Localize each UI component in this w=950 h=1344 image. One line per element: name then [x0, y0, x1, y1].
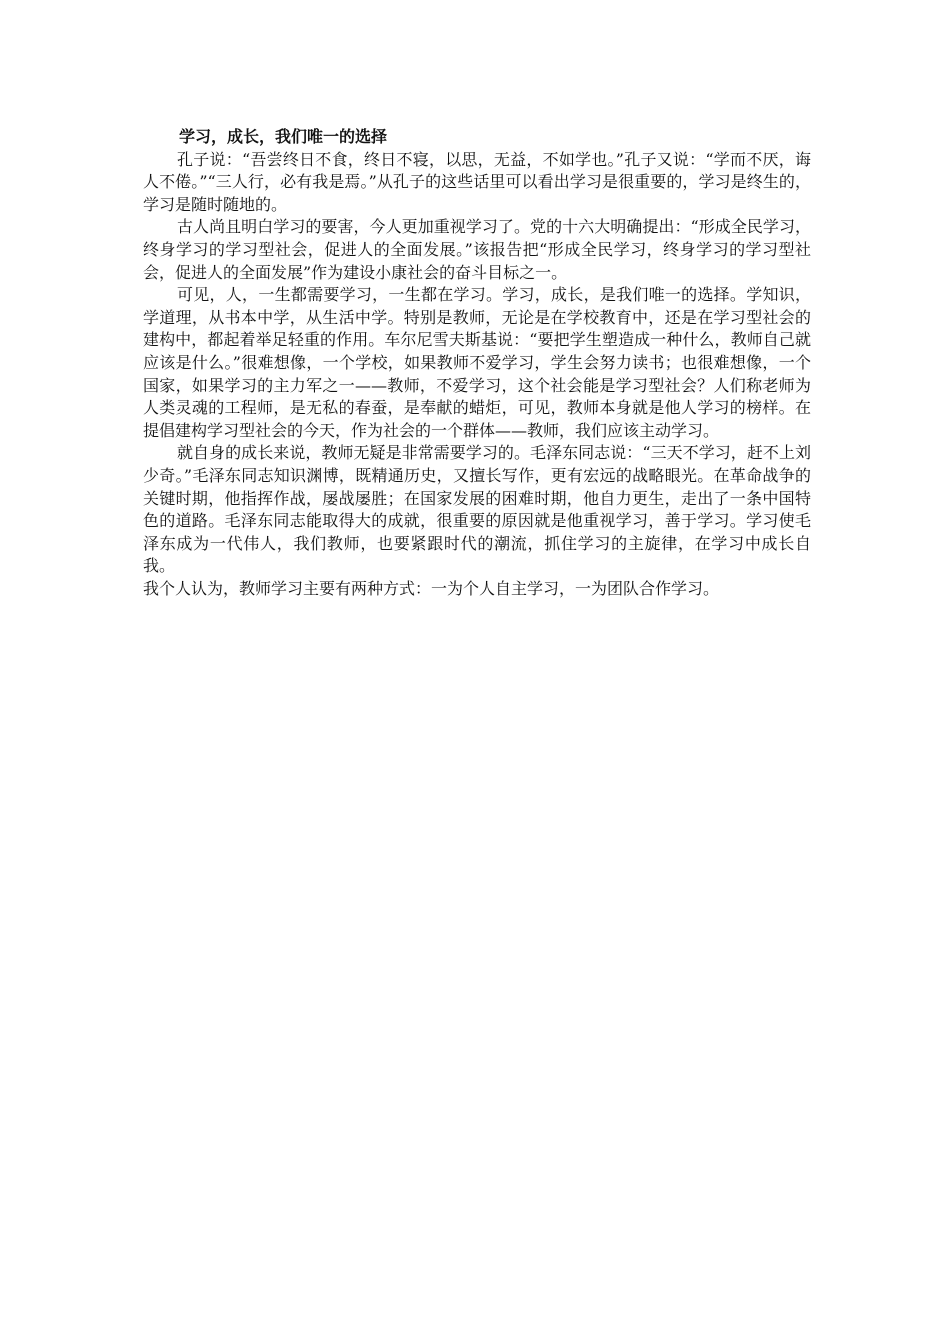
- paragraph-teachers-role: 可见，人，一生都需要学习，一生都在学习。学习，成长，是我们唯一的选择。学知识，学道理，从书本中学，从生活中学。特别是教师，无论是在学校教育中，还是在学习型社会的建构中，都起着举足轻重的作用。车尔尼雪夫斯基说：“要把学生塑造成一种什么，教师自己就应该是什么。”很难想像，一个学校，如果教师不爱学习，学生会努力读书；也很难想像，一个国家，如果学习的主力军之一——教师，不爱学习，这个社会能是学习型社会？人们称老师为人类灵魂的工程师，是无私的春蚕，是奉献的蜡炬，可见，教师本身就是他人学习的榜样。在提倡建构学习型社会的今天，作为社会的一个群体——教师，我们应该主动学习。: [143, 285, 811, 440]
- paragraph-party-report: 古人尚且明白学习的要害，今人更加重视学习了。党的十六大明确提出：“形成全民学习，终身学习的学习型社会，促进人的全面发展。”该报告把“形成全民学习，终身学习的学习型社会，促进人的全面发展”作为建设小康社会的奋斗目标之一。: [143, 217, 811, 282]
- paragraph-confucius: 孔子说：“吾尝终日不食，终日不寝，以思，无益，不如学也。”孔子又说：“学而不厌，诲人不倦。”“三人行，必有我是焉。”从孔子的这些话里可以看出学习是很重要的，学习是终生的，学习是随时随地的。: [143, 149, 811, 214]
- document-body: [143, 126, 811, 600]
- document-title: 学习，成长，我们唯一的选择: [179, 127, 388, 146]
- paragraph-mao-zedong: 就自身的成长来说，教师无疑是非常需要学习的。毛泽东同志说：“三天不学习，赶不上刘少奇。”毛泽东同志知识渊博，既精通历史，又擅长写作，更有宏远的战略眼光。在革命战争的关键时期，他指挥作战，屡战屡胜；在国家发展的困难时期，他自力更生，走出了一条中国特色的道路。毛泽东同志能取得大的成就，很重要的原因就是他重视学习，善于学习。学习使毛泽东成为一代伟人，我们教师，也要紧跟时代的潮流，抓住学习的主旋律，在学习中成长自我。: [143, 443, 811, 576]
- paragraph-closing: 我个人认为，教师学习主要有两种方式：一为个人自主学习，一为团队合作学习。: [143, 578, 720, 598]
